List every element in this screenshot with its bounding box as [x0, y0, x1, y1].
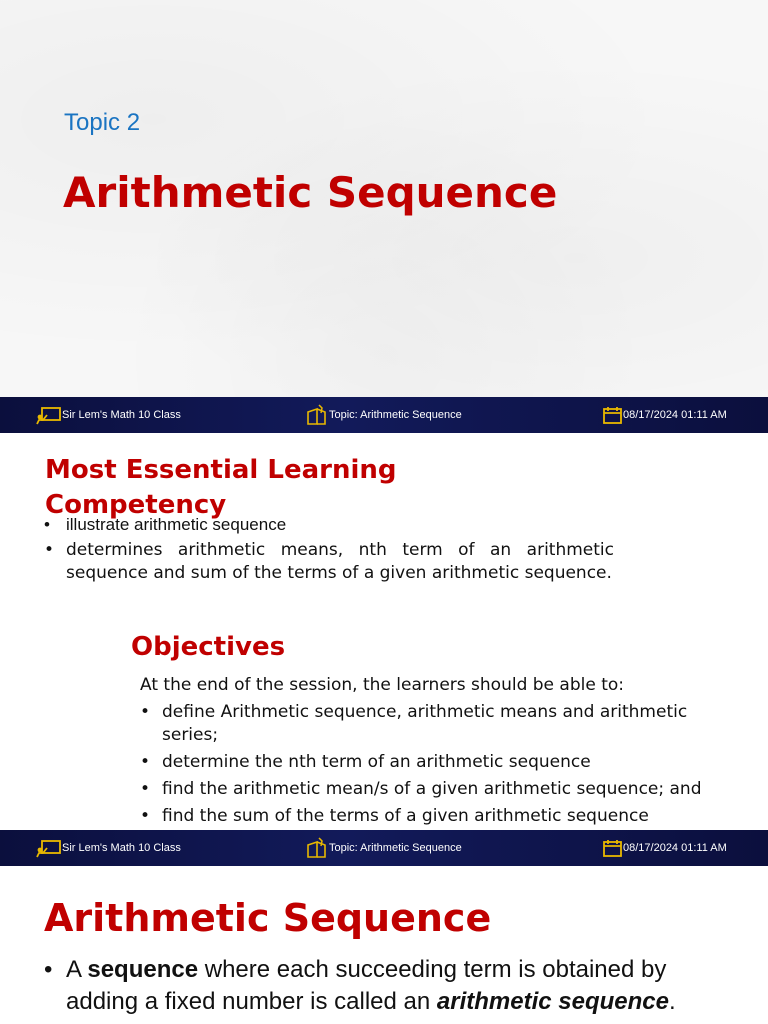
slide-title: Arithmetic Sequence: [63, 168, 558, 217]
books-icon: [305, 837, 329, 859]
definition-item: [44, 954, 744, 1018]
teacher-board-icon: [36, 838, 62, 858]
calendar-icon: [603, 838, 623, 858]
objectives-list: [140, 701, 740, 830]
objective-item: • determine the nth term of an arithmetic sequence: [140, 751, 740, 774]
footer-datetime-label: 08/17/2024 01:11 AM: [623, 842, 727, 854]
definition-slide: [0, 866, 768, 1024]
objective-item: • find the arithmetic mean/s of a given arithmetic sequence; and: [140, 778, 740, 801]
footer-class-label: Sir Lem's Math 10 Class: [62, 409, 181, 421]
slide-footer: [0, 830, 768, 866]
objectives-slide: [0, 433, 768, 830]
footer-topic-label: Topic: Arithmetic Sequence: [329, 409, 462, 421]
footer-class: [36, 830, 181, 866]
objective-item: • define Arithmetic sequence, arithmetic means and arithmetic series;: [140, 701, 740, 747]
def-term: arithmetic sequence: [436, 988, 669, 1015]
books-icon: [305, 404, 329, 426]
teacher-board-icon: [36, 405, 62, 425]
footer-datetime: [603, 830, 727, 866]
melc-item: • determines arithmetic means, nth term of an arithmetic sequence and sum of the terms of a given arithmetic sequence.: [44, 539, 614, 585]
objectives-heading: Objectives: [131, 632, 286, 662]
title-slide: [0, 0, 768, 397]
melc-list: [44, 513, 614, 588]
topic-label: Topic 2: [64, 109, 141, 136]
definition-list: [44, 954, 744, 1018]
footer-datetime: [603, 397, 727, 433]
slide-footer: [0, 397, 768, 433]
calendar-icon: [603, 405, 623, 425]
def-sequence: sequence: [87, 956, 199, 983]
footer-datetime-label: 08/17/2024 01:11 AM: [623, 409, 727, 421]
def-mid: where each succeeding term is obtained by adding a fixed number is called an: [66, 956, 667, 1015]
melc-item: • illustrate arithmetic sequence: [44, 513, 614, 536]
def-end: .: [669, 988, 676, 1015]
footer-class-label: Sir Lem's Math 10 Class: [62, 842, 181, 854]
footer-topic-label: Topic: Arithmetic Sequence: [329, 842, 462, 854]
footer-topic: [305, 397, 462, 433]
objectives-intro: At the end of the session, the learners should be able to:: [140, 675, 625, 695]
objective-item: • find the sum of the terms of a given arithmetic sequence: [140, 805, 740, 828]
footer-class: [36, 397, 181, 433]
slide-title: Arithmetic Sequence: [44, 896, 492, 940]
footer-topic: [305, 830, 462, 866]
def-a: A: [66, 956, 88, 983]
melc-heading: Most Essential Learning Competency: [45, 455, 397, 520]
